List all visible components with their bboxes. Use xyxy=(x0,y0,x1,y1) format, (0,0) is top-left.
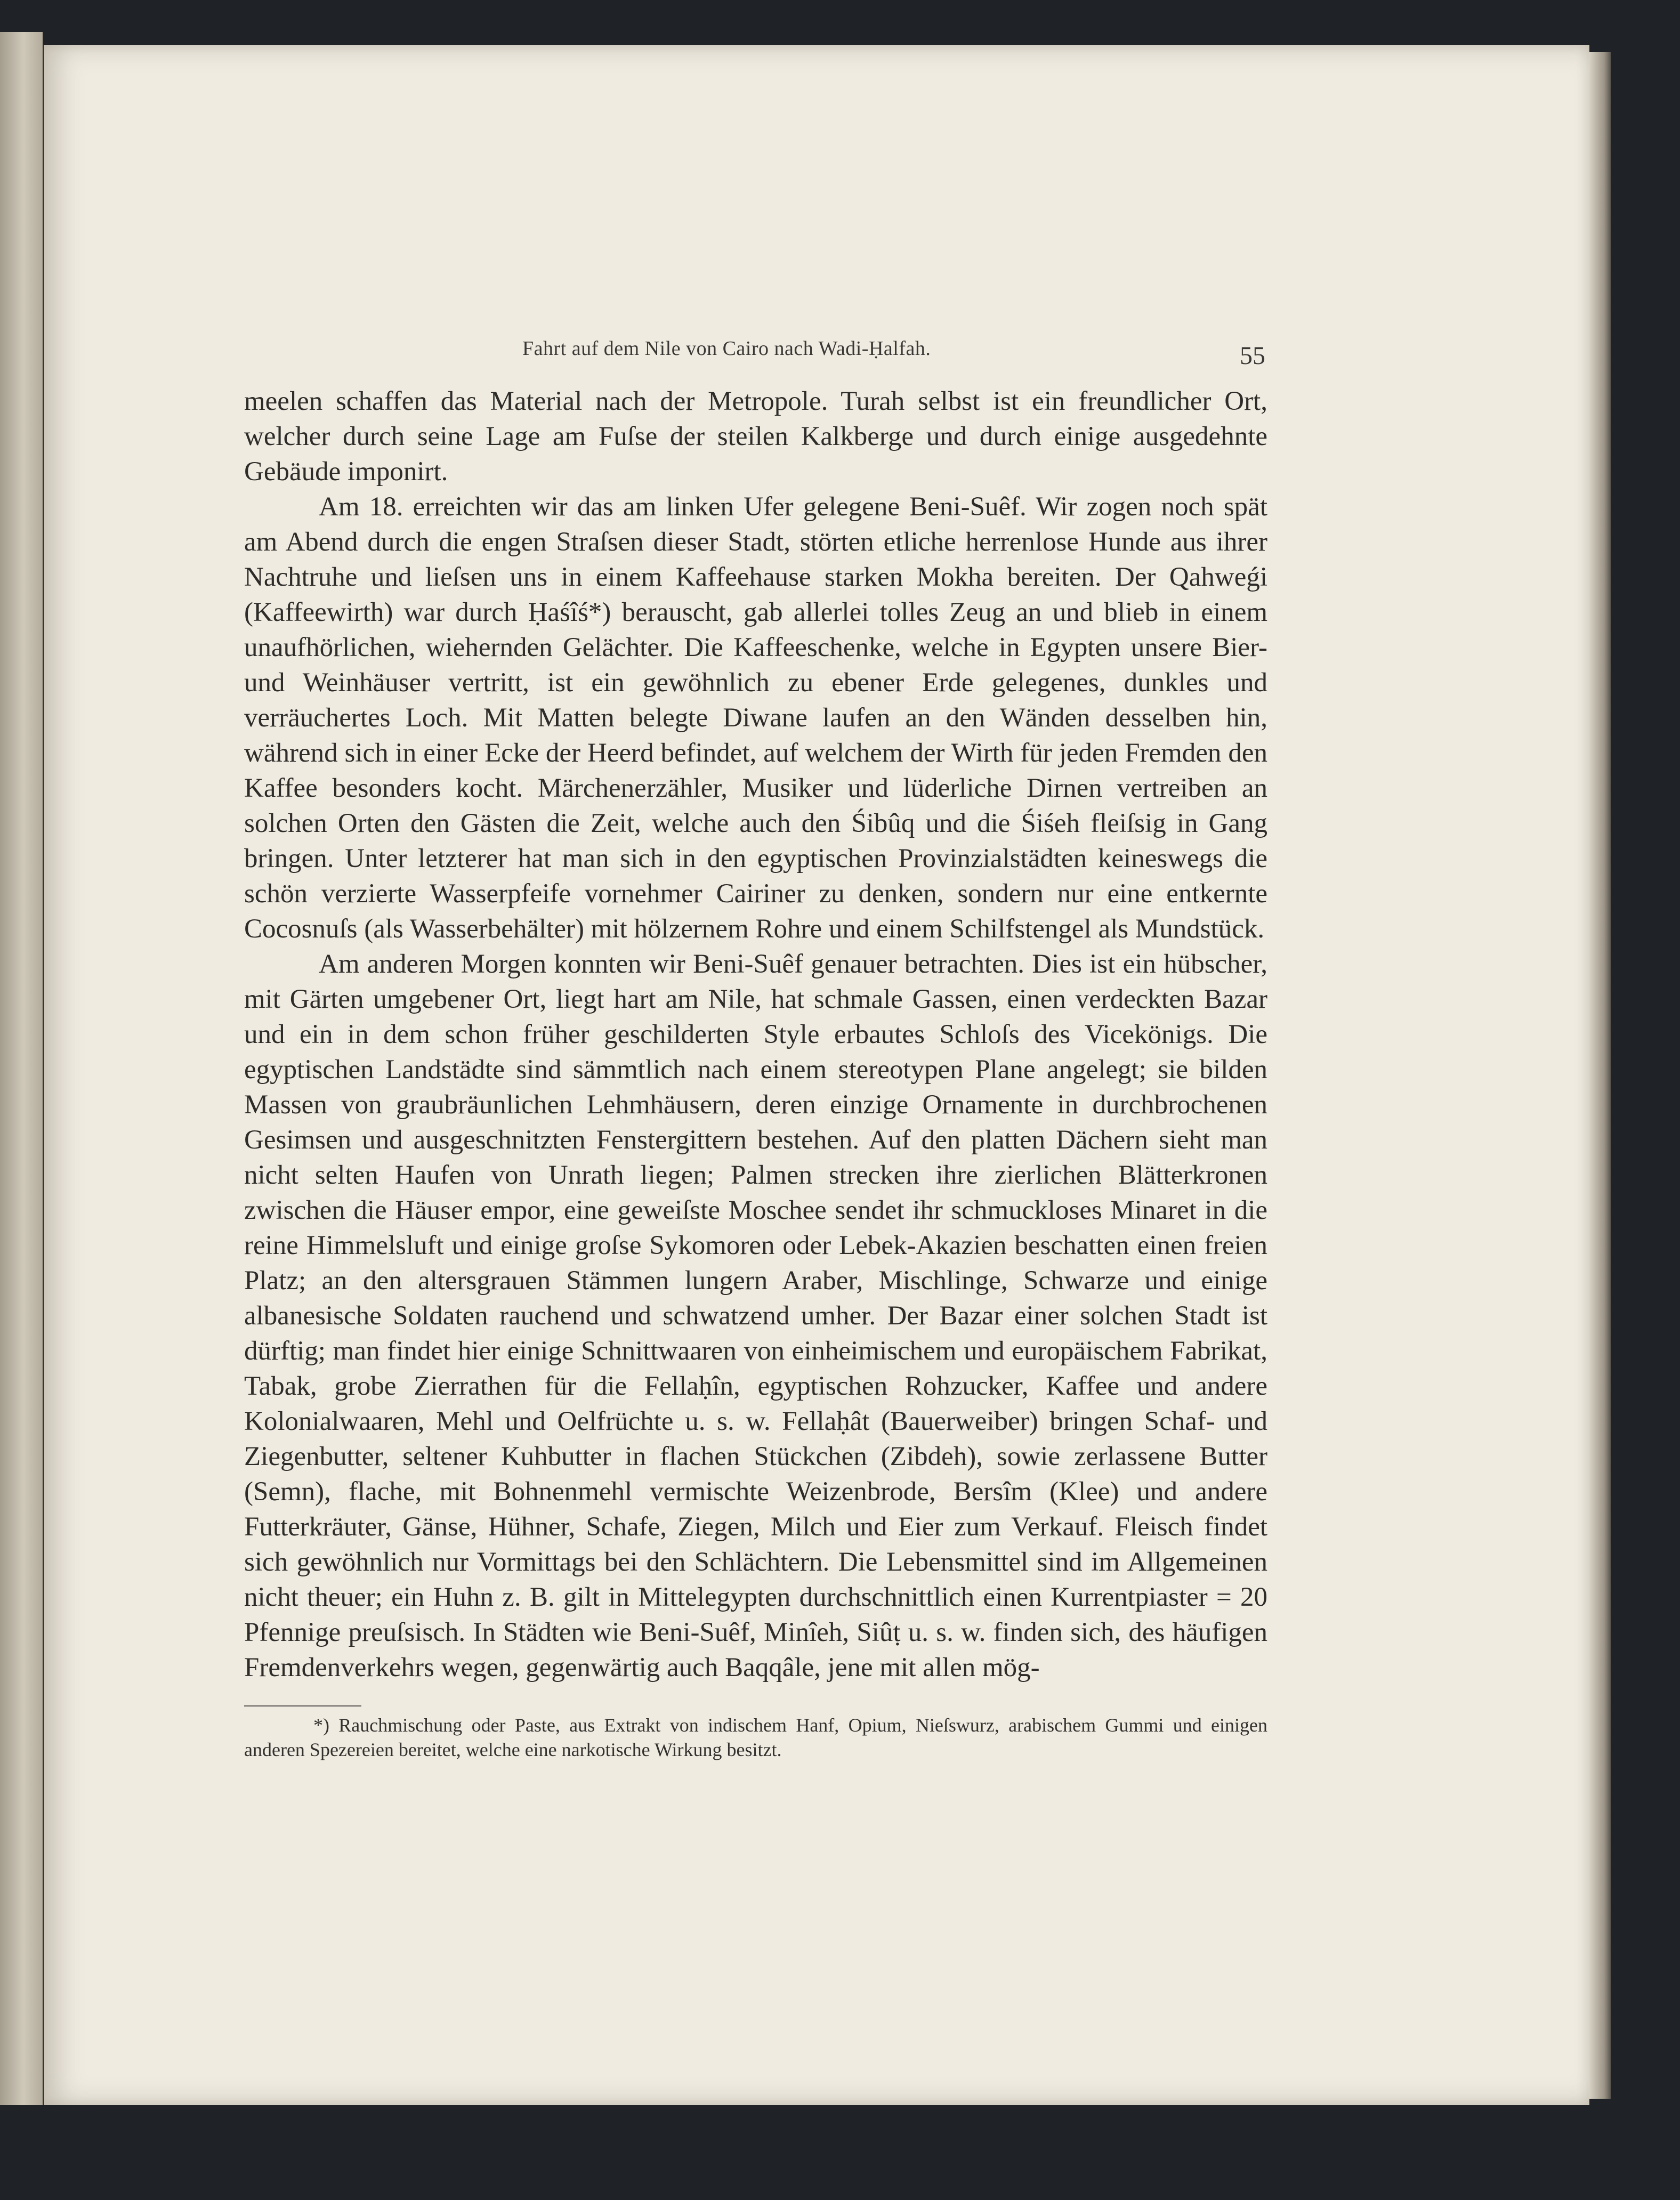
paragraph: Am 18. erreichten wir das am linken Ufer gelegene Beni-Suêf. Wir zogen noch spät am Abend durch die engen Straſsen dieser Stadt, störten etliche herrenlose Hunde aus ihrer Nachtruhe und lieſsen uns in einem Kaffeehause starken Mokha bereiten. Der Qahweǵi (Kaffeewirth) war durch Ḥaśîś*) berauscht, gab allerlei tolles Zeug an und blieb in einem unaufhörlichen, wiehernden Gelächter. Die Kaffeeschenke, welche in Egypten unsere Bier- und Weinhäuser vertritt, ist ein gewöhnlich zu ebener Erde gelegenes, dunkles und verräuchertes Loch. Mit Matten belegte Diwane laufen an den Wänden desselben hin, während sich in einer Ecke der Heerd befindet, auf welchem der Wirth für jeden Fremden den Kaffee besonders kocht. Märchenerzähler, Musiker und lüderliche Dirnen vertreiben an solchen Orten den Gästen die Zeit, welche auch den Śibûq und die Śiśeh fleiſsig in Gang bringen. Unter letzterer hat man sich in den egyptischen Provinzialstädten keineswegs die schön verzierte Wasserpfeife vornehmer Cairiner zu denken, sondern nur eine entkernte Cocosnuſs (als Wasserbehälter) mit hölzernem Rohre und einem Schilfstengel als Mundstück. xyxy=(244,492,1267,944)
previous-page-edge xyxy=(0,32,43,2105)
running-header: Fahrt auf dem Nile von Cairo nach Wadi-Ḥalfah. xyxy=(522,337,931,360)
body-text xyxy=(244,384,1267,1685)
page-stack-edge xyxy=(1589,52,1611,2099)
footnote: *) Rauchmischung oder Paste, aus Extrakt von indischem Hanf, Opium, Nieſswurz, arabischem Gummi und einigen anderen Spezereien bereitet, welche eine narkotische Wirkung besitzt. xyxy=(244,1714,1267,1760)
page-number: 55 xyxy=(1240,342,1265,370)
paragraph: meelen schaffen das Material nach der Metropole. Turah selbst ist ein freundlicher Ort, welcher durch seine Lage am Fuſse der steilen Kalkberge und durch einige ausgedehnte Gebäude imponirt. xyxy=(244,386,1267,487)
paragraph: Am anderen Morgen konnten wir Beni-Suêf genauer betrachten. Dies ist ein hübscher, mit Gärten umgebener Ort, liegt hart am Nile, hat schmale Gassen, einen verdeckten Bazar und ein in dem schon früher geschilderten Style erbautes Schloſs des Vicekönigs. Die egyptischen Landstädte sind sämmtlich nach einem stereotypen Plane angelegt; sie bilden Massen von graubräunlichen Lehmhäusern, deren einzige Ornamente in durchbrochenen Gesimsen und ausgeschnitzten Fenstergittern bestehen. Auf den platten Dächern sieht man nicht selten Haufen von Unrath liegen; Palmen strecken ihre zierlichen Blätterkronen zwischen die Häuser empor, eine geweiſste Moschee sendet ihr schmuckloses Minaret in die reine Himmelsluft und einige groſse Sykomoren oder Lebek-Akazien beschatten einen freien Platz; an den altersgrauen Stämmen lungern Araber, Mischlinge, Schwarze und einige albanesische Soldaten rauchend und schwatzend umher. Der Bazar einer solchen Stadt ist dürftig; man findet hier einige Schnittwaaren von einheimischem und europäischem Fabrikat, Tabak, grobe Zierrathen für die Fellaḥîn, egyptischen Rohzucker, Kaffee und andere Kolonialwaaren, Mehl und Oelfrüchte u. s. w. Fellaḥât (Bauerweiber) bringen Schaf- und Ziegenbutter, seltener Kuhbutter in flachen Stückchen (Zibdeh), sowie zerlassene Butter (Semn), flache, mit Bohnenmehl vermischte Weizenbrode, Bersîm (Klee) und andere Futterkräuter, Gänse, Hühner, Schafe, Ziegen, Milch und Eier zum Verkauf. Fleisch findet sich gewöhnlich nur Vormittags bei den Schlächtern. Die Lebensmittel sind im Allgemeinen nicht theuer; ein Huhn z. B. gilt in Mittelegypten durchschnittlich einen Kurrentpiaster = 20 Pfennige preuſsisch. In Städten wie Beni-Suêf, Minîeh, Siûṭ u. s. w. finden sich, des häufigen Fremdenverkehrs wegen, gegenwärtig auch Baqqâle, jene mit allen mög- xyxy=(244,949,1267,1683)
footnote-rule xyxy=(244,1705,361,1706)
